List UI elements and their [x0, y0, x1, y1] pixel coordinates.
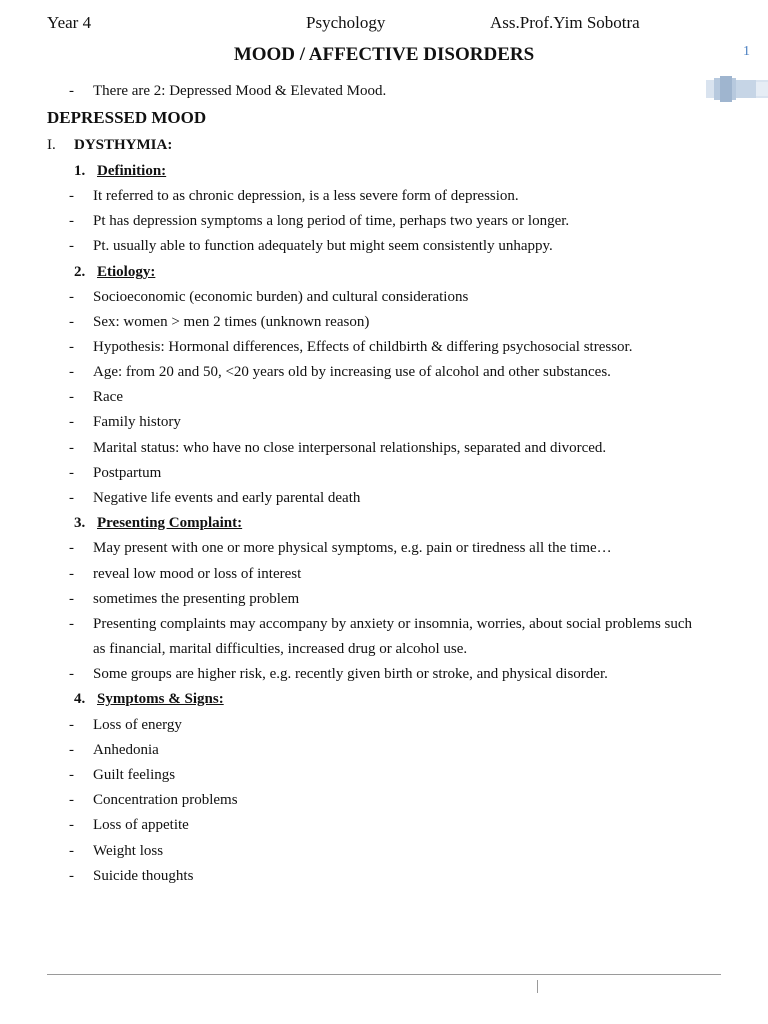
bullet-dash: -: [69, 188, 74, 204]
list-item: [0, 615, 768, 633]
numbered-heading: [0, 690, 768, 708]
heading-presenting-complaint: Presenting Complaint:: [97, 515, 243, 531]
subsection-heading: DYSTHYMIA:: [74, 137, 173, 153]
list-item-text: Pt has depression symptoms a long period of time, perhaps two years or longer.: [93, 213, 570, 229]
list-item: [0, 791, 768, 809]
list-item: [0, 464, 768, 482]
list-item: [0, 867, 768, 885]
list-item: [0, 313, 768, 331]
list-item: [0, 489, 768, 507]
bullet-dash: -: [69, 717, 74, 733]
list-item: [0, 665, 768, 683]
list-item-text: Loss of appetite: [93, 817, 189, 833]
list-item: [0, 212, 768, 230]
list-item: [0, 842, 768, 860]
bullet-dash: -: [69, 566, 74, 582]
bullet-dash: -: [69, 490, 74, 506]
intro-line: [0, 82, 768, 100]
numbered-heading: [0, 263, 768, 281]
heading-etiology: Etiology:: [97, 264, 156, 280]
list-item-text: Negative life events and early parental death: [93, 490, 361, 506]
list-item-text: as financial, marital difficulties, increased drug or alcohol use.: [93, 641, 468, 657]
numbered-heading: [0, 162, 768, 180]
list-item-text: sometimes the presenting problem: [93, 591, 300, 607]
list-item-text: Postpartum: [93, 465, 162, 481]
heading-number: 2.: [74, 264, 86, 280]
list-item-text: Concentration problems: [93, 792, 238, 808]
page-number: 1: [743, 44, 750, 59]
bullet-dash: -: [69, 364, 74, 380]
bullet-dash: -: [69, 843, 74, 859]
list-item: [0, 716, 768, 734]
list-item-text: It referred to as chronic depression, is a less severe form of depression.: [93, 188, 519, 204]
list-item-text: Race: [93, 389, 123, 405]
subsection-numeral: I.: [47, 137, 56, 153]
bullet-dash: -: [69, 314, 74, 330]
list-item: [0, 363, 768, 381]
list-item-text: Presenting complaints may accompany by anxiety or insomnia, worries, about social problems such: [93, 616, 693, 632]
list-item-text: Pt. usually able to function adequately but might seem consistently unhappy.: [93, 238, 553, 254]
bullet-dash: -: [69, 213, 74, 229]
footer-divider: [47, 974, 721, 975]
list-item-text: Some groups are higher risk, e.g. recently given birth or stroke, and physical disorder.: [93, 666, 608, 682]
bullet-dash: -: [69, 465, 74, 481]
list-item-text: Weight loss: [93, 843, 164, 859]
bullet-dash: -: [69, 414, 74, 430]
bullet-dash: -: [69, 868, 74, 884]
list-item-text: Guilt feelings: [93, 767, 176, 783]
bullet-dash: -: [69, 83, 74, 99]
intro-text: There are 2: Depressed Mood & Elevated Mood.: [93, 83, 387, 99]
page-title: MOOD / AFFECTIVE DISORDERS: [233, 44, 535, 65]
bullet-dash: -: [69, 540, 74, 556]
list-item-text: Hypothesis: Hormonal differences, Effects of childbirth & differing psychosocial stressor.: [93, 339, 633, 355]
list-item: [0, 539, 768, 557]
list-item-continuation: [0, 640, 768, 658]
header-subject: Psychology: [306, 13, 386, 32]
list-item: [0, 388, 768, 406]
list-item: [0, 766, 768, 784]
list-item: [0, 590, 768, 608]
heading-number: 1.: [74, 163, 86, 179]
bullet-dash: -: [69, 792, 74, 808]
heading-number: 3.: [74, 515, 86, 531]
list-item-text: Anhedonia: [93, 742, 159, 758]
heading-definition: Definition:: [97, 163, 167, 179]
list-item: [0, 741, 768, 759]
bullet-dash: -: [69, 767, 74, 783]
list-item: [0, 288, 768, 306]
list-item-text: May present with one or more physical symptoms, e.g. pain or tiredness all the time…: [93, 540, 612, 556]
list-item: [0, 187, 768, 205]
heading-number: 4.: [74, 691, 86, 707]
numbered-heading: [0, 514, 768, 532]
list-item-text: Loss of energy: [93, 717, 182, 733]
footer-marker: [537, 980, 538, 993]
section-heading: DEPRESSED MOOD: [47, 108, 207, 127]
list-item-text: Marital status: who have no close interpersonal relationships, separated and divorced.: [93, 440, 607, 456]
list-item-text: Socioeconomic (economic burden) and cultural considerations: [93, 289, 469, 305]
bullet-dash: -: [69, 238, 74, 254]
list-item-text: Suicide thoughts: [93, 868, 194, 884]
heading-symptoms-signs: Symptoms & Signs:: [97, 691, 224, 707]
list-item: [0, 565, 768, 583]
bullet-dash: -: [69, 591, 74, 607]
list-item: [0, 237, 768, 255]
bullet-dash: -: [69, 817, 74, 833]
bullet-dash: -: [69, 289, 74, 305]
bullet-dash: -: [69, 666, 74, 682]
list-item-text: Age: from 20 and 50, <20 years old by increasing use of alcohol and other substances.: [93, 364, 611, 380]
list-item-text: Family history: [93, 414, 181, 430]
list-item: [0, 338, 768, 356]
list-item: [0, 413, 768, 431]
bullet-dash: -: [69, 616, 74, 632]
bullet-dash: -: [69, 389, 74, 405]
bullet-dash: -: [69, 742, 74, 758]
bullet-dash: -: [69, 440, 74, 456]
list-item-text: reveal low mood or loss of interest: [93, 566, 302, 582]
list-item-text: Sex: women > men 2 times (unknown reason): [93, 314, 370, 330]
header-author: Ass.Prof.Yim Sobotra: [490, 13, 640, 32]
list-item: [0, 439, 768, 457]
bullet-dash: -: [69, 339, 74, 355]
header-year: Year 4: [47, 13, 92, 32]
list-item: [0, 816, 768, 834]
